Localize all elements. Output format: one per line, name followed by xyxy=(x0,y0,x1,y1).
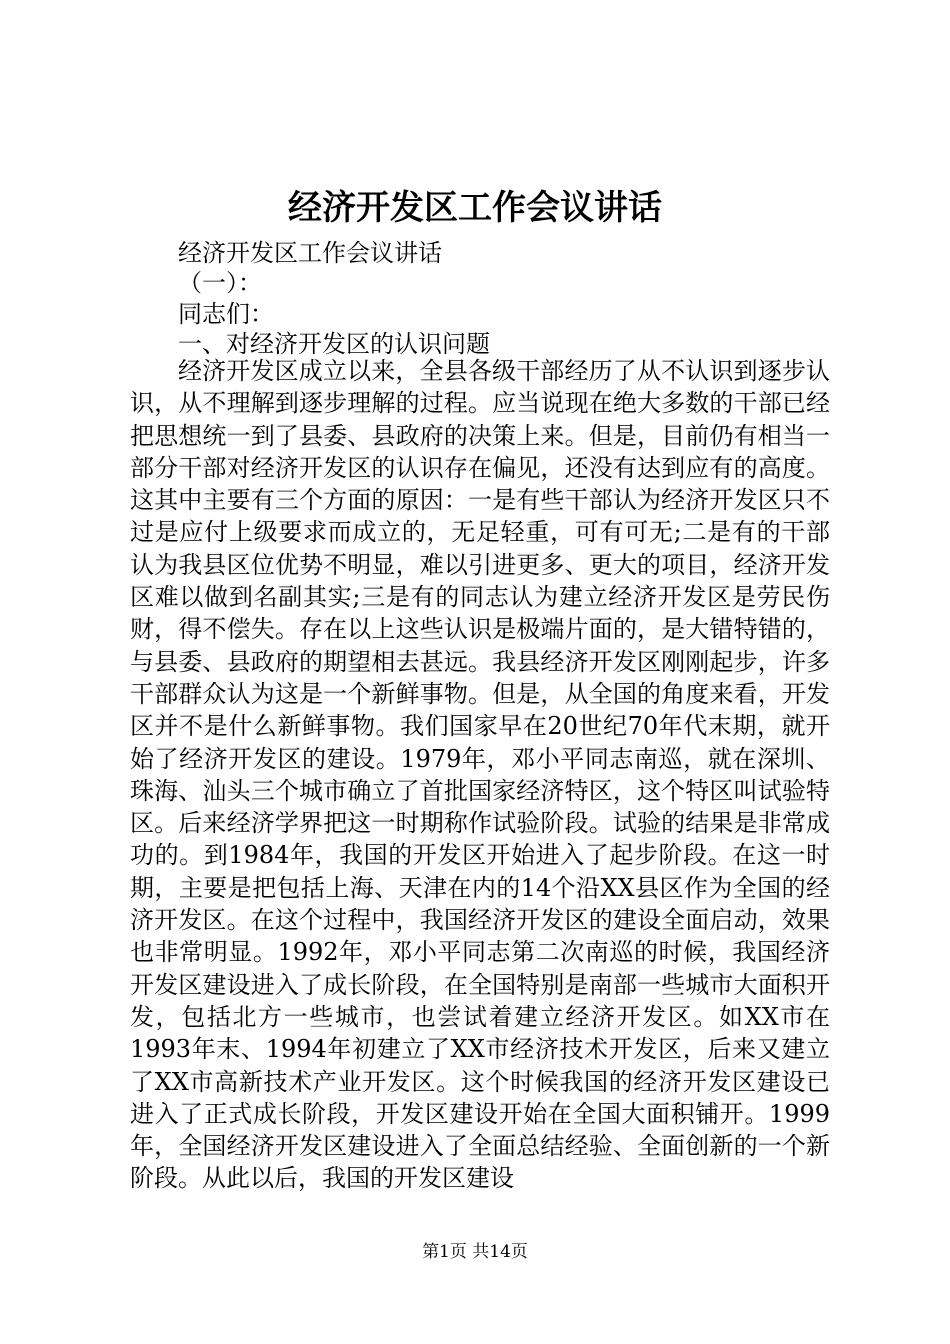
page-footer: 第1页 共14页 xyxy=(422,1242,528,1262)
document-subtitle: 经济开发区工作会议讲话 xyxy=(178,239,442,267)
body-paragraph: 经济开发区成立以来，全县各级干部经历了从不认识到逐步认识，从不理解到逐步理解的过程。应当说现在绝大多数的干部已经把思想统一到了县委、县政府的决策上来。但是，目前仍有相当一部分干部对经济开发区的认识存在偏见，还没有达到应有的高度。这其中主要有三个方面的原因：一是有些干部认为经济开发区只不过是应付上级要求而成立的，无足轻重，可有可无;二是有的干部认为我县区位优势不明显，难以引进更多、更大的项目，经济开发区难以做到名副其实;三是有的同志认为建立经济开发区是劳民伤财，得不偿失。存在以上这些认识是极端片面的，是大错特错的，与县委、县政府的期望相去甚远。我县经济开发区刚刚起步，许多干部群众认为这是一个新鲜事物。但是，从全国的角度来看，开发区并不是什么新鲜事物。我们国家早在20世纪70年代末期，就开始了经济开发区的建设。1979年，邓小平同志南巡，就在深圳、珠海、汕头三个城市确立了首批国家经济特区，这个特区叫试验特区。后来经济学界把这一时期称作试验阶段。试验的结果是非常成功的。到1984年，我国的开发区开始进入了起步阶段。在这一时期，主要是把包括上海、天津在内的14个沿XX县区作为全国的经济开发区。在这个过程中，我国经济开发区的建设全面启动，效果也非常明显。1992年，邓小平同志第二次南巡的时候，我国经济开发区建设进入了成长阶段，在全国特别是南部一些城市大面积开发，包括北方一些城市，也尝试着建立经济开发区。如XX市在1993年末、1994年初建立了XX市经济技术开发区，后来又建立了XX市高新技术产业开发区。这个时候我国的经济开发区建设已进入了正式成长阶段，开发区建设开始在全国大面积铺开。1999年，全国经济开发区建设进入了全面总结经验、全面创新的一个新阶段。从此以后，我国的开发区建设 xyxy=(130,357,830,1193)
section-heading: 一、对经济开发区的认识问题 xyxy=(178,330,490,358)
part-label: （一）： xyxy=(178,269,262,297)
salutation: 同志们： xyxy=(178,300,274,328)
document-title: 经济开发区工作会议讲话 xyxy=(288,188,662,228)
